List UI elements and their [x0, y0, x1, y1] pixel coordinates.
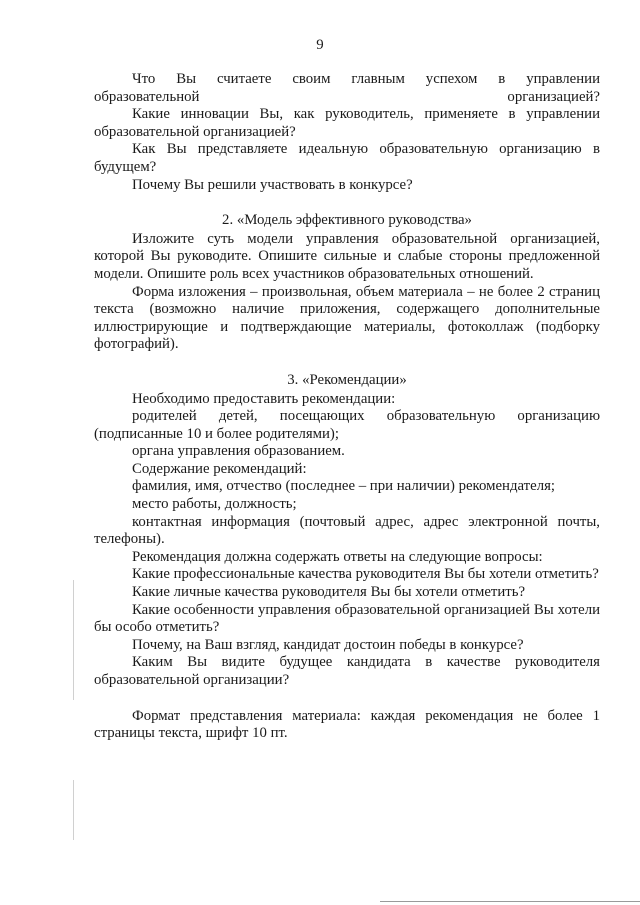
section-3-line: контактная информация (почтовый адрес, адрес электронной почты, телефоны).	[94, 513, 600, 548]
section-3-line: Необходимо предоставить рекомендации:	[132, 390, 396, 407]
section-2-heading: 2. «Модель эффективного руководства»	[222, 212, 472, 229]
section-3-line: Почему, на Ваш взгляд, кандидат достоин победы в конкурсе?	[132, 636, 524, 653]
section-3-line: место работы, должность;	[132, 496, 297, 513]
section-3-line: Рекомендация должна содержать ответы на следующие вопросы:	[132, 548, 543, 565]
section-3-line: Какие профессиональные качества руководителя Вы бы хотели отметить?	[132, 566, 599, 583]
document-body	[94, 71, 600, 743]
section-2-paragraph: Изложите суть модели управления образовательной организацией, которой Вы руководите. Опишите сильные и слабые стороны предложенной модели. Опишите роль всех участников образовательных отношений.	[94, 230, 600, 282]
section-3-line: органа управления образованием.	[132, 443, 345, 460]
section-3-line: фамилия, имя, отчество (последнее – при наличии) рекомендателя;	[132, 478, 555, 495]
question-paragraph: Какие инновации Вы, как руководитель, применяете в управлении образовательной организацией?	[94, 106, 600, 140]
question-paragraph: Что Вы считаете своим главным успехом в управлении образовательной организацией?	[94, 71, 600, 105]
scan-artifact	[73, 780, 74, 840]
page-number: 9	[316, 37, 324, 53]
question-paragraph: Почему Вы решили участвовать в конкурсе?	[132, 176, 413, 193]
section-3-heading: 3. «Рекомендации»	[287, 371, 407, 388]
question-paragraph: Как Вы представляете идеальную образовательную организацию в будущем?	[94, 141, 600, 175]
section-3-line: Каким Вы видите будущее кандидата в качестве руководителя образовательной организации?	[94, 654, 600, 688]
section-3-line: Какие особенности управления образовательной организацией Вы хотели бы особо отметить?	[94, 601, 600, 636]
scan-artifact	[73, 580, 74, 700]
section-2-paragraph: Форма изложения – произвольная, объем материала – не более 2 страниц текста (возможно наличие приложения, содержащего дополнительные иллюстрирующие и подтверждающие материалы, фотоколлаж (подборку фотографий).	[94, 283, 600, 353]
section-3-line: родителей детей, посещающих образовательную организацию (подписанные 10 и более родителями);	[94, 408, 600, 442]
section-3-line: Какие личные качества руководителя Вы бы хотели отметить?	[132, 584, 526, 601]
format-note: Формат представления материала: каждая рекомендация не более 1 страницы текста, шрифт 10 пт.	[94, 707, 600, 742]
section-3-line: Содержание рекомендаций:	[132, 460, 307, 477]
footer-rule	[380, 901, 640, 902]
